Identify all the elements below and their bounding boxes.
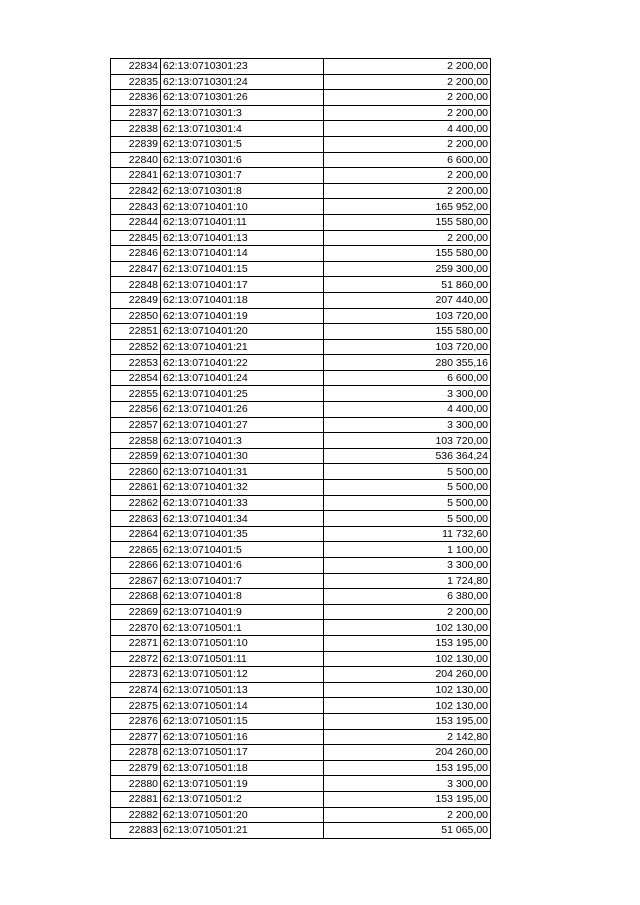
- amount-cell: 207 440,00: [324, 292, 491, 308]
- row-number-cell: 22858: [111, 433, 161, 449]
- table-row: [111, 464, 491, 480]
- row-number-cell: 22865: [111, 542, 161, 558]
- cadastral-number-cell: 62:13:0710501:18: [161, 760, 324, 776]
- table-row: [111, 214, 491, 230]
- amount-cell: 1 724,80: [324, 573, 491, 589]
- row-number-cell: 22882: [111, 807, 161, 823]
- table-row: [111, 558, 491, 574]
- cadastral-number-cell: 62:13:0710401:33: [161, 495, 324, 511]
- table-row: [111, 168, 491, 184]
- table-row: [111, 776, 491, 792]
- cadastral-number-cell: 62:13:0710401:13: [161, 230, 324, 246]
- row-number-cell: 22875: [111, 698, 161, 714]
- amount-cell: 153 195,00: [324, 760, 491, 776]
- amount-cell: 280 355,16: [324, 355, 491, 371]
- cadastral-number-cell: 62:13:0710501:10: [161, 635, 324, 651]
- cadastral-number-cell: 62:13:0710401:5: [161, 542, 324, 558]
- row-number-cell: 22880: [111, 776, 161, 792]
- cadastral-number-cell: 62:13:0710401:26: [161, 402, 324, 418]
- table-row: [111, 90, 491, 106]
- cadastral-number-cell: 62:13:0710501:16: [161, 729, 324, 745]
- cadastral-number-cell: 62:13:0710301:4: [161, 121, 324, 137]
- cadastral-number-cell: 62:13:0710401:27: [161, 417, 324, 433]
- amount-cell: 259 300,00: [324, 261, 491, 277]
- table-row: [111, 823, 491, 839]
- amount-cell: 2 200,00: [324, 807, 491, 823]
- cadastral-number-cell: 62:13:0710401:3: [161, 433, 324, 449]
- table-row: [111, 74, 491, 90]
- amount-cell: 5 500,00: [324, 464, 491, 480]
- amount-cell: 6 600,00: [324, 370, 491, 386]
- table-row: [111, 745, 491, 761]
- cadastral-number-cell: 62:13:0710501:19: [161, 776, 324, 792]
- table-row: [111, 667, 491, 683]
- row-number-cell: 22876: [111, 713, 161, 729]
- table-row: [111, 292, 491, 308]
- table-row: [111, 620, 491, 636]
- table-row: [111, 152, 491, 168]
- row-number-cell: 22854: [111, 370, 161, 386]
- amount-cell: 102 130,00: [324, 682, 491, 698]
- cadastral-number-cell: 62:13:0710501:12: [161, 667, 324, 683]
- table-row: [111, 511, 491, 527]
- amount-cell: 11 732,60: [324, 526, 491, 542]
- cadastral-number-cell: 62:13:0710501:14: [161, 698, 324, 714]
- cadastral-number-cell: 62:13:0710401:14: [161, 246, 324, 262]
- row-number-cell: 22844: [111, 214, 161, 230]
- amount-cell: 2 200,00: [324, 59, 491, 75]
- amount-cell: 6 600,00: [324, 152, 491, 168]
- amount-cell: 165 952,00: [324, 199, 491, 215]
- cadastral-number-cell: 62:13:0710401:32: [161, 480, 324, 496]
- row-number-cell: 22836: [111, 90, 161, 106]
- cadastral-number-cell: 62:13:0710401:35: [161, 526, 324, 542]
- cadastral-number-cell: 62:13:0710401:22: [161, 355, 324, 371]
- amount-cell: 4 400,00: [324, 402, 491, 418]
- cadastral-number-cell: 62:13:0710501:15: [161, 713, 324, 729]
- cadastral-number-cell: 62:13:0710301:24: [161, 74, 324, 90]
- row-number-cell: 22842: [111, 183, 161, 199]
- amount-cell: 155 580,00: [324, 214, 491, 230]
- cadastral-number-cell: 62:13:0710401:20: [161, 324, 324, 340]
- row-number-cell: 22863: [111, 511, 161, 527]
- table-row: [111, 59, 491, 75]
- row-number-cell: 22864: [111, 526, 161, 542]
- cadastral-number-cell: 62:13:0710301:26: [161, 90, 324, 106]
- table-row: [111, 183, 491, 199]
- table-row: [111, 386, 491, 402]
- row-number-cell: 22850: [111, 308, 161, 324]
- table-row: [111, 760, 491, 776]
- cadastral-number-cell: 62:13:0710401:10: [161, 199, 324, 215]
- table-row: [111, 635, 491, 651]
- cadastral-number-cell: 62:13:0710401:19: [161, 308, 324, 324]
- amount-cell: 5 500,00: [324, 495, 491, 511]
- amount-cell: 153 195,00: [324, 713, 491, 729]
- cadastral-number-cell: 62:13:0710301:8: [161, 183, 324, 199]
- table-row: [111, 105, 491, 121]
- row-number-cell: 22839: [111, 136, 161, 152]
- amount-cell: 536 364,24: [324, 448, 491, 464]
- amount-cell: 155 580,00: [324, 324, 491, 340]
- cadastral-number-cell: 62:13:0710301:5: [161, 136, 324, 152]
- row-number-cell: 22845: [111, 230, 161, 246]
- table-row: [111, 448, 491, 464]
- table-row: [111, 433, 491, 449]
- amount-cell: 3 300,00: [324, 386, 491, 402]
- table-row: [111, 417, 491, 433]
- row-number-cell: 22879: [111, 760, 161, 776]
- cadastral-number-cell: 62:13:0710501:20: [161, 807, 324, 823]
- table-row: [111, 807, 491, 823]
- table-row: [111, 339, 491, 355]
- cadastral-number-cell: 62:13:0710501:13: [161, 682, 324, 698]
- cadastral-number-cell: 62:13:0710401:25: [161, 386, 324, 402]
- row-number-cell: 22881: [111, 791, 161, 807]
- amount-cell: 4 400,00: [324, 121, 491, 137]
- table-row: [111, 480, 491, 496]
- amount-cell: 102 130,00: [324, 620, 491, 636]
- cadastral-number-cell: 62:13:0710401:9: [161, 604, 324, 620]
- table-row: [111, 698, 491, 714]
- table-row: [111, 308, 491, 324]
- cadastral-number-cell: 62:13:0710401:11: [161, 214, 324, 230]
- row-number-cell: 22873: [111, 667, 161, 683]
- table-row: [111, 261, 491, 277]
- table-row: [111, 402, 491, 418]
- row-number-cell: 22856: [111, 402, 161, 418]
- row-number-cell: 22834: [111, 59, 161, 75]
- table-row: [111, 324, 491, 340]
- row-number-cell: 22847: [111, 261, 161, 277]
- cadastral-number-cell: 62:13:0710401:6: [161, 558, 324, 574]
- cadastral-number-cell: 62:13:0710301:6: [161, 152, 324, 168]
- row-number-cell: 22874: [111, 682, 161, 698]
- table-row: [111, 495, 491, 511]
- row-number-cell: 22868: [111, 589, 161, 605]
- row-number-cell: 22848: [111, 277, 161, 293]
- amount-cell: 5 500,00: [324, 511, 491, 527]
- cadastral-number-cell: 62:13:0710401:30: [161, 448, 324, 464]
- amount-cell: 103 720,00: [324, 308, 491, 324]
- row-number-cell: 22857: [111, 417, 161, 433]
- row-number-cell: 22861: [111, 480, 161, 496]
- row-number-cell: 22872: [111, 651, 161, 667]
- row-number-cell: 22840: [111, 152, 161, 168]
- cadastral-number-cell: 62:13:0710501:1: [161, 620, 324, 636]
- amount-cell: 102 130,00: [324, 698, 491, 714]
- cadastral-number-cell: 62:13:0710501:2: [161, 791, 324, 807]
- cadastral-number-cell: 62:13:0710401:34: [161, 511, 324, 527]
- row-number-cell: 22838: [111, 121, 161, 137]
- table-row: [111, 199, 491, 215]
- cadastral-number-cell: 62:13:0710401:24: [161, 370, 324, 386]
- cadastral-number-cell: 62:13:0710501:11: [161, 651, 324, 667]
- cadastral-number-cell: 62:13:0710401:21: [161, 339, 324, 355]
- amount-cell: 3 300,00: [324, 417, 491, 433]
- amount-cell: 2 200,00: [324, 168, 491, 184]
- row-number-cell: 22841: [111, 168, 161, 184]
- amount-cell: 2 200,00: [324, 74, 491, 90]
- cadastral-number-cell: 62:13:0710401:17: [161, 277, 324, 293]
- amount-cell: 153 195,00: [324, 791, 491, 807]
- parcel-table-body: [111, 59, 491, 839]
- table-row: [111, 713, 491, 729]
- row-number-cell: 22871: [111, 635, 161, 651]
- row-number-cell: 22843: [111, 199, 161, 215]
- amount-cell: 155 580,00: [324, 246, 491, 262]
- row-number-cell: 22860: [111, 464, 161, 480]
- table-row: [111, 729, 491, 745]
- table-row: [111, 277, 491, 293]
- table-row: [111, 230, 491, 246]
- table-row: [111, 136, 491, 152]
- amount-cell: 51 860,00: [324, 277, 491, 293]
- row-number-cell: 22846: [111, 246, 161, 262]
- row-number-cell: 22859: [111, 448, 161, 464]
- row-number-cell: 22877: [111, 729, 161, 745]
- amount-cell: 102 130,00: [324, 651, 491, 667]
- table-row: [111, 246, 491, 262]
- row-number-cell: 22869: [111, 604, 161, 620]
- cadastral-number-cell: 62:13:0710401:15: [161, 261, 324, 277]
- cadastral-number-cell: 62:13:0710401:18: [161, 292, 324, 308]
- table-row: [111, 542, 491, 558]
- amount-cell: 2 200,00: [324, 90, 491, 106]
- row-number-cell: 22867: [111, 573, 161, 589]
- table-row: [111, 651, 491, 667]
- table-row: [111, 589, 491, 605]
- cadastral-number-cell: 62:13:0710401:31: [161, 464, 324, 480]
- row-number-cell: 22835: [111, 74, 161, 90]
- table-row: [111, 526, 491, 542]
- amount-cell: 2 200,00: [324, 604, 491, 620]
- table-row: [111, 355, 491, 371]
- amount-cell: 153 195,00: [324, 635, 491, 651]
- table-row: [111, 682, 491, 698]
- cadastral-number-cell: 62:13:0710301:7: [161, 168, 324, 184]
- amount-cell: 103 720,00: [324, 433, 491, 449]
- amount-cell: 204 260,00: [324, 745, 491, 761]
- row-number-cell: 22866: [111, 558, 161, 574]
- amount-cell: 204 260,00: [324, 667, 491, 683]
- row-number-cell: 22851: [111, 324, 161, 340]
- amount-cell: 2 200,00: [324, 105, 491, 121]
- row-number-cell: 22878: [111, 745, 161, 761]
- amount-cell: 2 200,00: [324, 136, 491, 152]
- amount-cell: 3 300,00: [324, 558, 491, 574]
- amount-cell: 1 100,00: [324, 542, 491, 558]
- cadastral-number-cell: 62:13:0710301:3: [161, 105, 324, 121]
- cadastral-number-cell: 62:13:0710501:21: [161, 823, 324, 839]
- table-row: [111, 121, 491, 137]
- table-row: [111, 573, 491, 589]
- amount-cell: 103 720,00: [324, 339, 491, 355]
- row-number-cell: 22853: [111, 355, 161, 371]
- table-row: [111, 370, 491, 386]
- cadastral-number-cell: 62:13:0710401:7: [161, 573, 324, 589]
- parcel-table: [110, 58, 491, 839]
- row-number-cell: 22837: [111, 105, 161, 121]
- row-number-cell: 22852: [111, 339, 161, 355]
- amount-cell: 2 142,80: [324, 729, 491, 745]
- row-number-cell: 22870: [111, 620, 161, 636]
- row-number-cell: 22883: [111, 823, 161, 839]
- amount-cell: 3 300,00: [324, 776, 491, 792]
- amount-cell: 2 200,00: [324, 183, 491, 199]
- row-number-cell: 22855: [111, 386, 161, 402]
- table-row: [111, 604, 491, 620]
- cadastral-number-cell: 62:13:0710501:17: [161, 745, 324, 761]
- table-row: [111, 791, 491, 807]
- cadastral-number-cell: 62:13:0710401:8: [161, 589, 324, 605]
- row-number-cell: 22862: [111, 495, 161, 511]
- row-number-cell: 22849: [111, 292, 161, 308]
- amount-cell: 51 065,00: [324, 823, 491, 839]
- amount-cell: 2 200,00: [324, 230, 491, 246]
- amount-cell: 6 380,00: [324, 589, 491, 605]
- cadastral-number-cell: 62:13:0710301:23: [161, 59, 324, 75]
- amount-cell: 5 500,00: [324, 480, 491, 496]
